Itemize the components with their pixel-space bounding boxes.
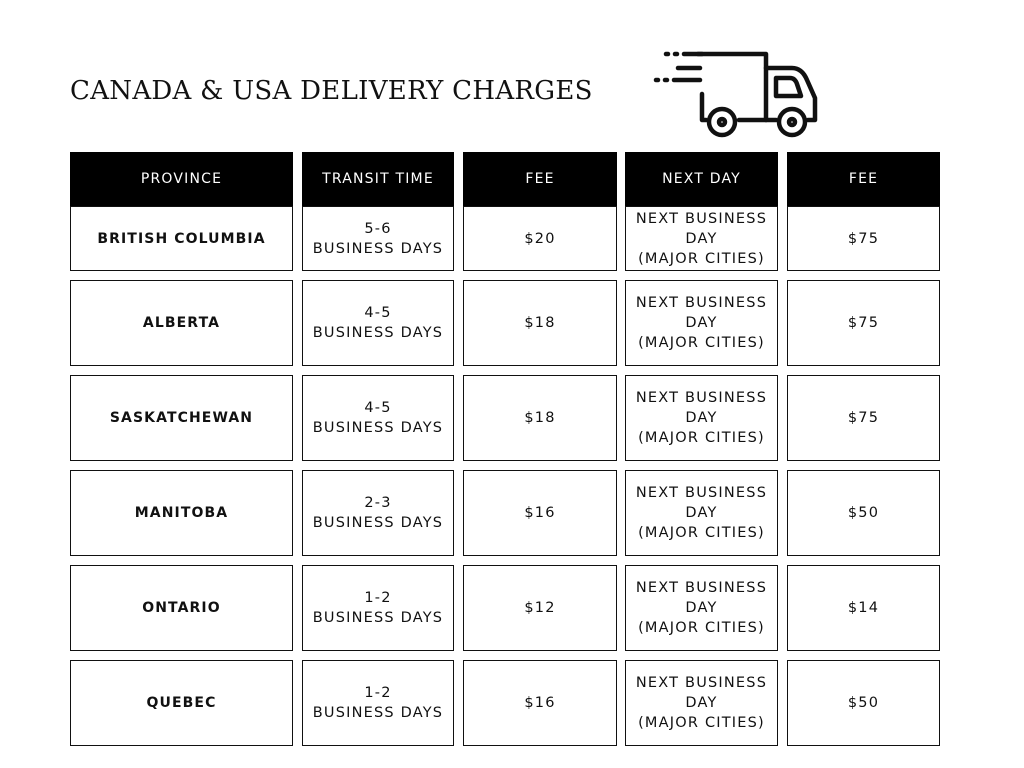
province-cell-text: ALBERTA (142, 315, 221, 331)
fee-cell-text: $12 (524, 600, 556, 616)
next-day-cell (625, 375, 778, 461)
next-day-fee-cell-text: $14 (847, 600, 880, 616)
fee-cell (463, 470, 617, 556)
header-province (70, 152, 293, 206)
province-cell (70, 470, 293, 556)
fee-cell (463, 375, 617, 461)
header-next-day (625, 152, 778, 206)
next-day-cell (625, 206, 778, 271)
transit-time-cell-text: 2-3 BUSINESS DAYS (312, 495, 444, 531)
fee-cell-text: $20 (524, 230, 556, 247)
page-title: CANADA & USA DELIVERY CHARGES (70, 76, 593, 106)
header-label: FEE (525, 171, 555, 187)
transit-time-cell-text: 1-2 BUSINESS DAYS (312, 590, 444, 626)
fee-cell-text: $18 (524, 315, 556, 331)
transit-time-cell-text: 4-5 BUSINESS DAYS (312, 400, 444, 436)
next-day-fee-cell (787, 206, 940, 271)
next-day-cell-text: NEXT BUSINESS DAY (MAJOR CITIES) (635, 580, 768, 636)
province-cell (70, 375, 293, 461)
transit-time-cell (302, 660, 454, 746)
delivery-truck-icon (650, 46, 822, 138)
province-cell-text: SASKATCHEWAN (109, 410, 254, 426)
fee-cell (463, 660, 617, 746)
next-day-fee-cell (787, 660, 940, 746)
next-day-cell (625, 470, 778, 556)
next-day-cell-text: NEXT BUSINESS DAY (MAJOR CITIES) (635, 210, 768, 267)
header-next-day-fee (787, 152, 940, 206)
next-day-cell-text: NEXT BUSINESS DAY (MAJOR CITIES) (635, 295, 768, 351)
province-cell (70, 565, 293, 651)
next-day-fee-cell (787, 375, 940, 461)
next-day-fee-cell (787, 470, 940, 556)
province-cell-text: BRITISH COLUMBIA (97, 230, 266, 247)
header-fee (463, 152, 617, 206)
transit-time-cell (302, 375, 454, 461)
header-label: FEE (848, 171, 879, 187)
province-cell (70, 660, 293, 746)
next-day-fee-cell-text: $50 (847, 505, 880, 521)
province-cell-text: MANITOBA (134, 505, 229, 521)
next-day-cell-text: NEXT BUSINESS DAY (MAJOR CITIES) (635, 675, 768, 731)
province-cell (70, 280, 293, 366)
province-cell-text: ONTARIO (142, 600, 221, 616)
province-cell (70, 206, 293, 271)
fee-cell-text: $18 (524, 410, 556, 426)
header-label: NEXT DAY (662, 171, 741, 187)
next-day-fee-cell-text: $75 (847, 410, 880, 426)
next-day-cell-text: NEXT BUSINESS DAY (MAJOR CITIES) (635, 485, 768, 541)
fee-cell-text: $16 (524, 505, 556, 521)
transit-time-cell-text: 4-5 BUSINESS DAYS (312, 305, 444, 341)
header-transit-time (302, 152, 454, 206)
transit-time-cell (302, 565, 454, 651)
fee-cell-text: $16 (524, 695, 556, 711)
transit-time-cell-text: 5-6 BUSINESS DAYS (312, 220, 444, 257)
next-day-fee-cell-text: $75 (847, 315, 880, 331)
header-label: PROVINCE (140, 171, 223, 187)
next-day-fee-cell-text: $75 (847, 230, 880, 247)
transit-time-cell (302, 280, 454, 366)
transit-time-cell (302, 206, 454, 271)
next-day-cell-text: NEXT BUSINESS DAY (MAJOR CITIES) (635, 390, 768, 446)
next-day-fee-cell-text: $50 (847, 695, 880, 711)
transit-time-cell-text: 1-2 BUSINESS DAYS (312, 685, 444, 721)
next-day-fee-cell (787, 565, 940, 651)
header-label: TRANSIT TIME (322, 171, 434, 187)
fee-cell (463, 565, 617, 651)
transit-time-cell (302, 470, 454, 556)
province-cell-text: QUEBEC (146, 695, 217, 711)
fee-cell (463, 206, 617, 271)
next-day-cell (625, 280, 778, 366)
next-day-cell (625, 565, 778, 651)
next-day-cell (625, 660, 778, 746)
fee-cell (463, 280, 617, 366)
next-day-fee-cell (787, 280, 940, 366)
